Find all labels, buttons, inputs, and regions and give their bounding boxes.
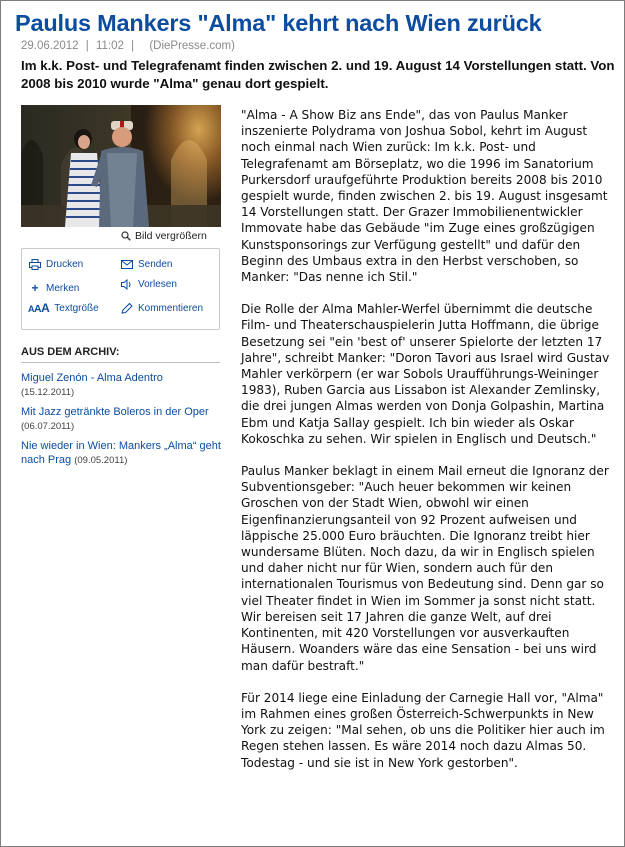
meta-separator: | bbox=[85, 40, 89, 52]
archive-item-date: (09.05.2011) bbox=[74, 455, 128, 466]
pencil-icon bbox=[121, 303, 133, 314]
archive-heading: AUS DEM ARCHIV: bbox=[21, 346, 120, 358]
article-body bbox=[241, 107, 613, 787]
meta-separator: | bbox=[131, 40, 135, 52]
textsize-icon: AAA bbox=[28, 301, 50, 315]
theatre-scene-image bbox=[21, 105, 221, 227]
archive-item-title: Nie wieder in Wien: Mankers „Alma“ geht nach Prag bbox=[21, 440, 221, 466]
archive-item[interactable] bbox=[21, 405, 221, 434]
speaker-icon bbox=[121, 279, 133, 290]
read-aloud-label: Vorlesen bbox=[138, 279, 177, 290]
article-date: 29.06.2012 bbox=[21, 40, 79, 52]
enlarge-image-label: Bild vergrößern bbox=[135, 230, 207, 242]
archive-divider bbox=[21, 362, 220, 363]
send-button[interactable] bbox=[121, 259, 172, 270]
comment-label: Kommentieren bbox=[138, 303, 204, 314]
article-source: (DiePresse.com) bbox=[149, 40, 235, 52]
envelope-icon bbox=[121, 260, 133, 269]
comment-button[interactable] bbox=[121, 303, 203, 314]
enlarge-image-link[interactable] bbox=[121, 230, 207, 242]
article-time: 11:02 bbox=[95, 40, 124, 52]
read-aloud-button[interactable] bbox=[121, 279, 177, 290]
archive-item-title: Mit Jazz getränkte Boleros in der Oper bbox=[21, 406, 209, 418]
article-paragraph: Paulus Manker beklagt in einem Mail erneut die Ignoranz der Subventionsgeber: "Auch heuer bekommen wir keinen Groschen von der Stadt Wien, obwohl wir einen Eigenfinanzierungsanteil von 92 Prozent aufweisen und läppische 25.000 Euro bräuchten. Die Ignoranz treibt hier wundersame Blüten. Noch dazu, da wir in Englisch spielen und daher nicht nur für Wien, sondern auch für den internationalen Tourismus von Bedeutung sind. Denn gar so viel Theater findet in Wien im Sommer ja sonst nicht statt. Wir bereisen seit 17 Jahren die ganze Welt, auf drei Kontinenten, mit 420 Vorstellungen vor ausverkauften Häusern. Woanders wäre das eine Sensation - bei uns wird man dafür bestraft." bbox=[241, 464, 609, 673]
send-label: Senden bbox=[138, 259, 173, 270]
archive-item[interactable] bbox=[21, 439, 221, 468]
archive-item-date: (06.07.2011) bbox=[21, 421, 75, 432]
article-headline: Paulus Mankers "Alma" kehrt nach Wien zurück bbox=[15, 10, 542, 36]
print-button[interactable] bbox=[29, 259, 83, 270]
archive-item-date: (15.12.2011) bbox=[21, 387, 75, 398]
magnifier-icon bbox=[121, 231, 131, 241]
textsize-button[interactable] bbox=[28, 301, 99, 315]
printer-icon bbox=[29, 259, 41, 270]
article-paragraph: "Alma - A Show Biz ans Ende", das von Paulus Manker inszenierte Polydrama von Joshua Sobol, kehrt im August noch einmal nach Wien zurück: Im k.k. Post- und Telegrafenamt am Börseplatz, wo die 1996 im Sanatorium Purkersdorf uraufgeführte Produktion bereits 2008 bis 2010 gespielt wurde, finden zwischen 2. bis 19. August insgesamt 14 Vorstellungen statt. Der Grazer Immobilienentwickler Immovate habe das Gebäude "im Zuge eines großzügigen Kunstsponsorings zur Verfügung gestellt" und dafür den Beginn des Umbaus extra in den Herbst verschoben, so Manker: "Das nenne ich Stil." bbox=[241, 108, 608, 285]
article-paragraph: Für 2014 liege eine Einladung der Carnegie Hall vor, "Alma" im Rahmen eines großen Österreich-Schwerpunkts in New York zu zeigen: "Mal sehen, ob uns die Politiker hier auch im Regen stehen lassen. Es wäre 2014 noch dazu Almas 50. Todestag - und sie ist in New York gestorben". bbox=[241, 690, 605, 770]
article-paragraph: Die Rolle der Alma Mahler-Werfel übernimmt die deutsche Film- und Theaterschauspielerin Jutta Hoffmann, die übrige Besetzung sei "ein 'best of' unserer Spielorte der letzten 17 Jahre", schreibt Manker: "Doron Tavori aus Israel wird Gustav Mahler verkörpern (er war Sobols Uraufführungs-Weininger 1983), Ruben Garcia aus Lissabon ist Alexander Zemlinsky, die drei jungen Almas werden von Donja Golpashin, Martina Ebm und Katja Sallay gespielt. Ich bin wieder als Oskar Kokoschka zu sehen. Wir spielen in Englisch und Deutsch." bbox=[241, 302, 610, 446]
print-label: Drucken bbox=[46, 259, 84, 270]
plus-icon: + bbox=[31, 281, 39, 295]
bookmark-button[interactable] bbox=[29, 281, 79, 295]
article-lead: Im k.k. Post- und Telegrafenamt finden zwischen 2. und 19. August 14 Vorstellungen statt. Von 2008 bis 2010 wurde "Alma" genau dort gespielt. bbox=[21, 58, 615, 91]
textsize-label: Textgröße bbox=[54, 302, 99, 314]
article-tools bbox=[21, 248, 220, 330]
archive-item-title: Miguel Zenón - Alma Adentro bbox=[21, 372, 163, 384]
article-meta bbox=[21, 40, 239, 52]
bookmark-label: Merken bbox=[46, 282, 80, 294]
article-photo[interactable] bbox=[21, 105, 221, 227]
archive-item[interactable] bbox=[21, 371, 221, 400]
